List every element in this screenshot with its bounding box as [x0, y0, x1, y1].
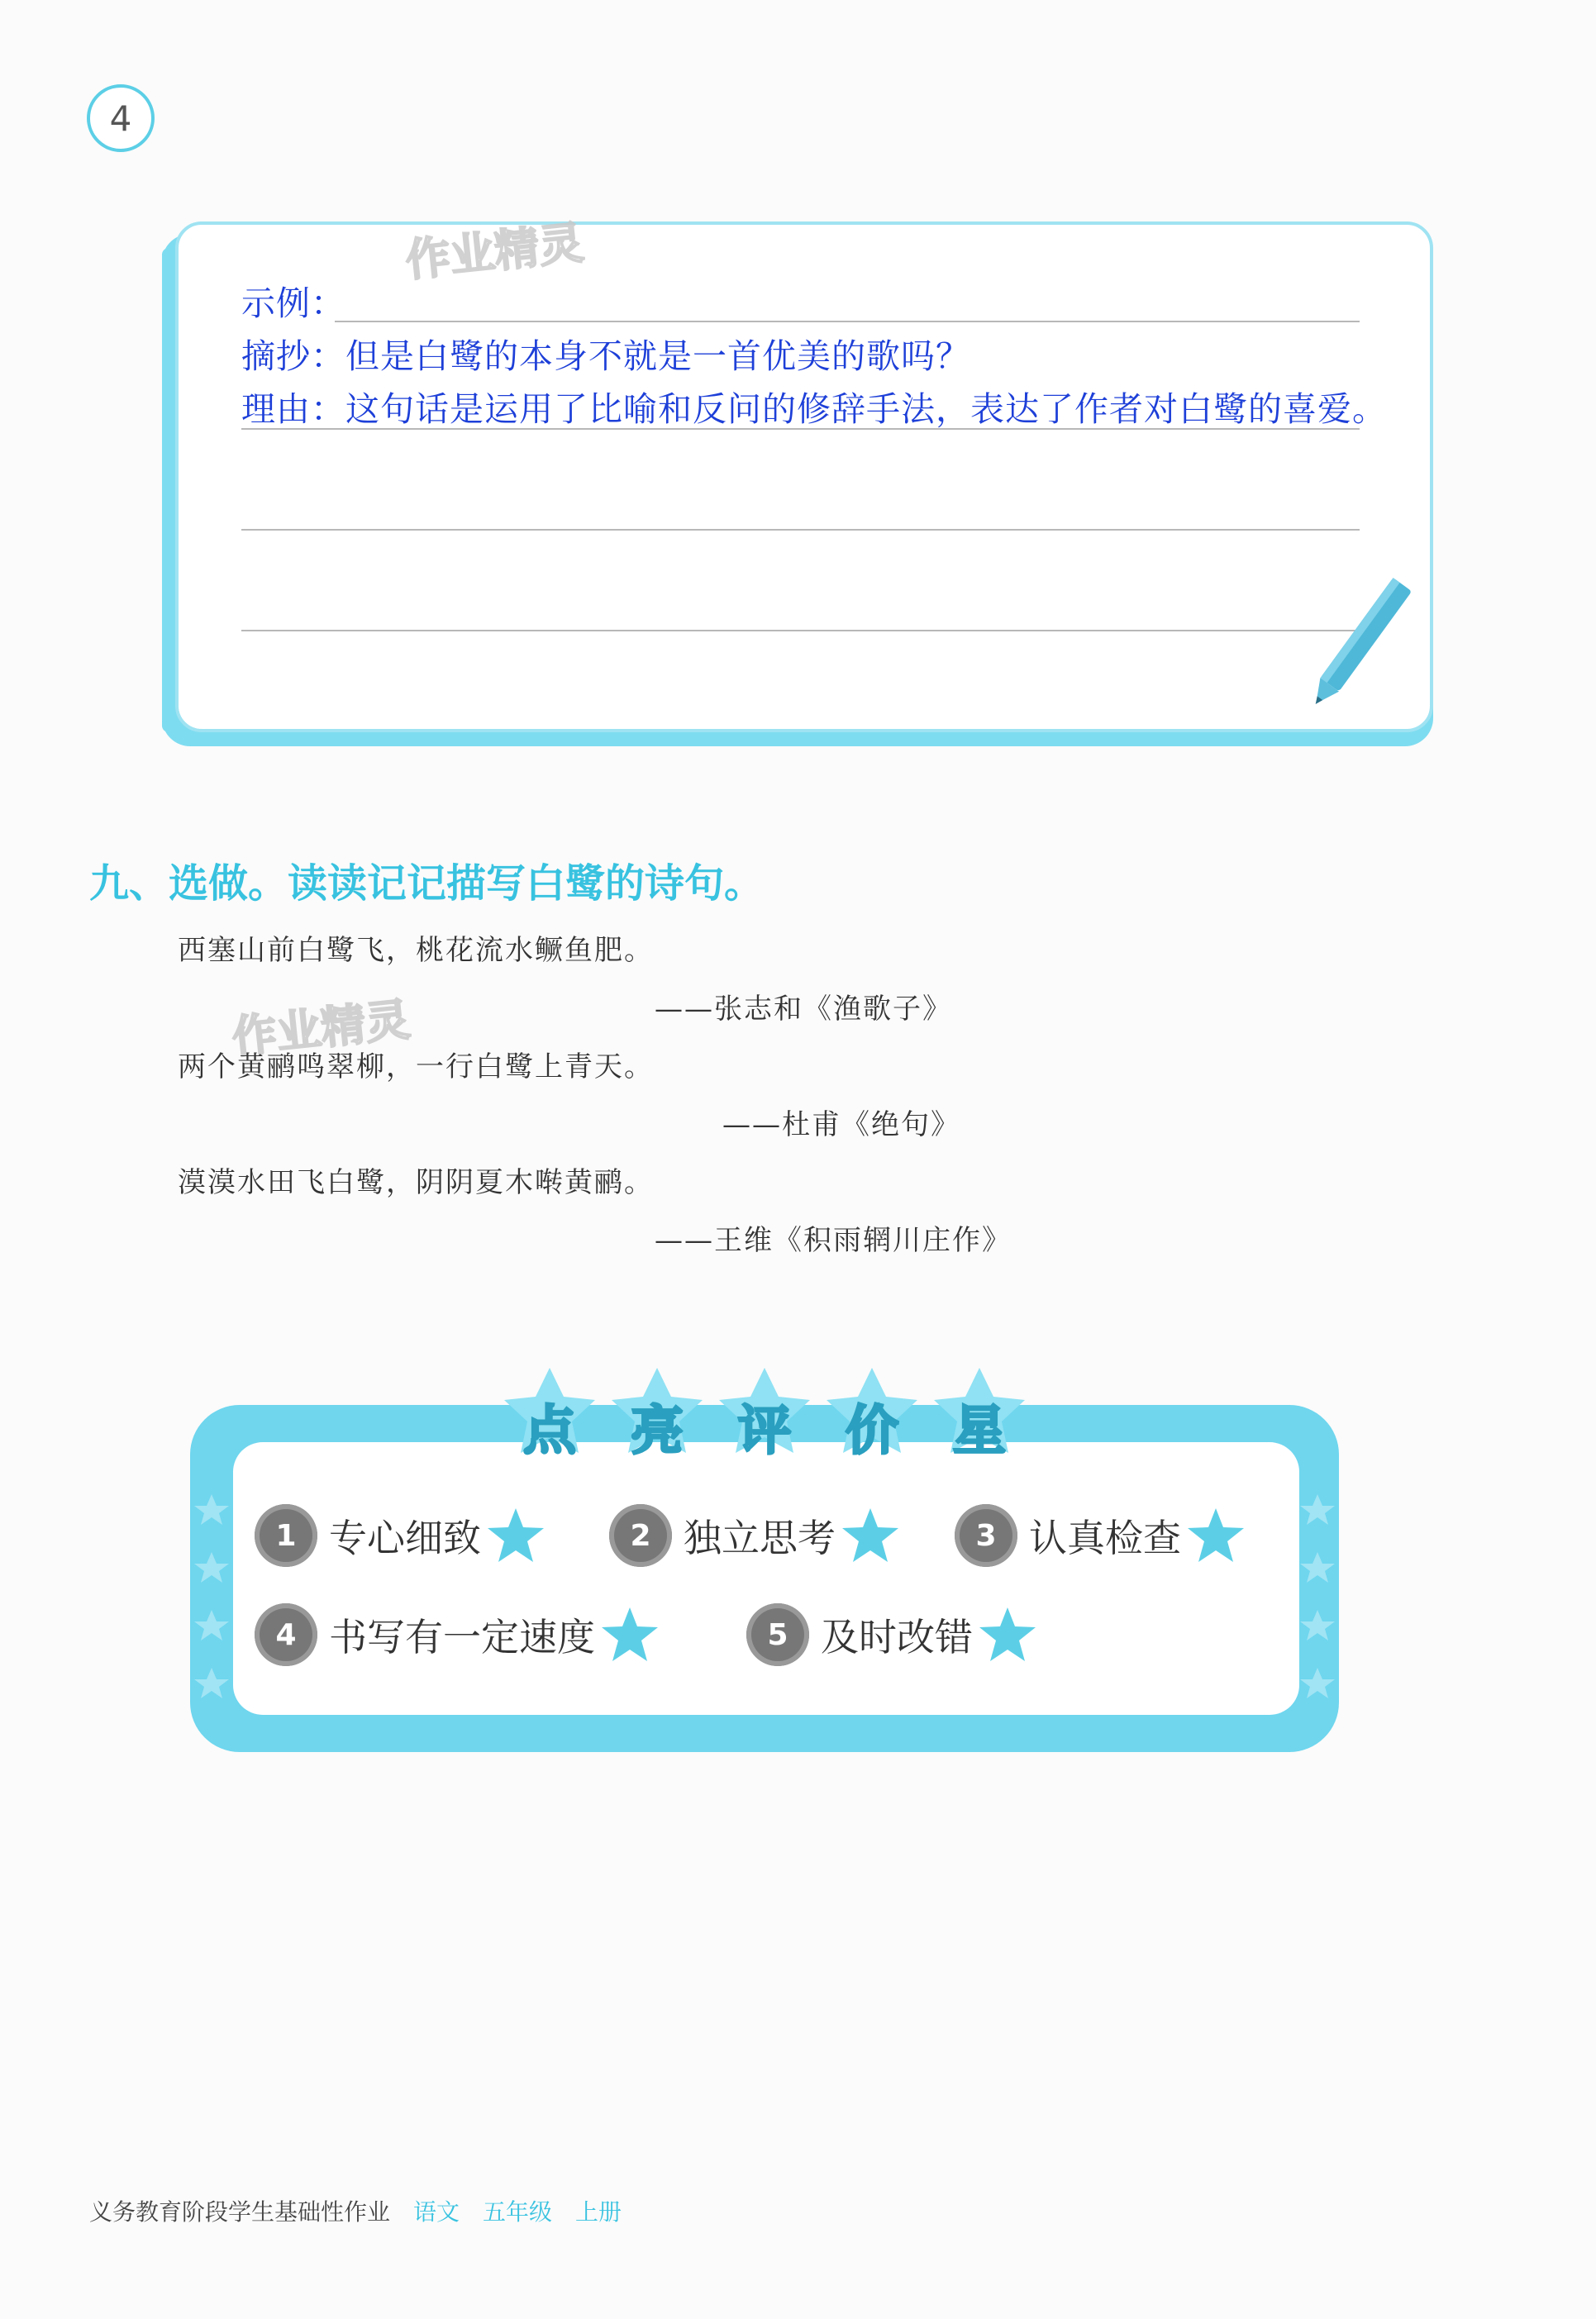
poem-line-3: 漠漠水田飞白鹭，阴阴夏木啭黄鹂。	[178, 1166, 654, 1199]
rating-item-5[interactable]	[746, 1603, 1037, 1666]
answer-line-1	[335, 321, 1360, 322]
decor-star-icon	[194, 1610, 229, 1640]
footer-grade: 五年级	[483, 2198, 553, 2226]
footer-volume: 上册	[575, 2198, 622, 2226]
rating-title-char: 评	[738, 1401, 791, 1462]
answer-line-2	[241, 428, 1360, 430]
rating-number-2: 2	[609, 1504, 672, 1567]
rating-number-1: 1	[255, 1504, 317, 1567]
poem-source-3: ——王维《积雨辋川庄作》	[655, 1224, 1012, 1257]
rating-label-2: 独立思考	[684, 1516, 836, 1560]
rating-item-2[interactable]	[609, 1504, 900, 1567]
star-icon[interactable]	[841, 1506, 900, 1565]
rating-title-char: 点	[523, 1401, 576, 1462]
rating-label-1: 专心细致	[329, 1516, 481, 1560]
rating-item-3[interactable]	[955, 1504, 1246, 1567]
poem-source-1: ——张志和《渔歌子》	[655, 993, 952, 1026]
rating-title	[504, 1364, 1033, 1475]
poem-line-1: 西塞山前白鹭飞，桃花流水鳜鱼肥。	[178, 934, 654, 967]
poem-source-2: ——杜甫《绝句》	[722, 1108, 960, 1141]
star-icon[interactable]	[1186, 1506, 1246, 1565]
decor-star-icon	[194, 1494, 229, 1525]
rating-label-4: 书写有一定速度	[329, 1615, 595, 1659]
decor-star-icon	[1300, 1494, 1335, 1525]
answer-box	[175, 221, 1433, 732]
answer-line-4	[241, 630, 1360, 631]
reason-text: 理由：这句话是运用了比喻和反问的修辞手法，表达了作者对白鹭的喜爱。	[241, 389, 1387, 429]
rating-number-3: 3	[955, 1504, 1017, 1567]
decor-star-icon	[1300, 1668, 1335, 1698]
star-icon[interactable]	[486, 1506, 545, 1565]
rating-number-5: 5	[746, 1603, 809, 1666]
section-nine-title: 九、选做。读读记记描写白鹭的诗句。	[89, 860, 765, 907]
star-icon[interactable]	[978, 1605, 1037, 1664]
poem-line-2: 两个黄鹂鸣翠柳，一行白鹭上青天。	[178, 1050, 654, 1083]
decor-star-icon	[194, 1552, 229, 1583]
footer-series: 义务教育阶段学生基础性作业	[89, 2198, 391, 2226]
rating-title-char: 星	[953, 1401, 1006, 1462]
page-number: 4	[87, 84, 155, 152]
footer-subject: 语文	[413, 2198, 460, 2226]
decor-star-icon	[1300, 1610, 1335, 1640]
watermark: 作业精灵	[229, 993, 413, 1064]
excerpt-text: 摘抄：但是白鹭的本身不就是一首优美的歌吗？	[241, 336, 970, 376]
rating-title-char: 价	[846, 1401, 898, 1462]
decor-star-icon	[194, 1668, 229, 1698]
rating-title-char: 亮	[631, 1401, 684, 1462]
rating-item-1[interactable]	[255, 1504, 545, 1567]
watermark: 作业精灵	[403, 216, 587, 288]
answer-line-3	[241, 529, 1360, 531]
rating-panel-inner	[233, 1442, 1299, 1715]
rating-item-4[interactable]	[255, 1603, 660, 1666]
rating-number-4: 4	[255, 1603, 317, 1666]
decor-star-icon	[1300, 1552, 1335, 1583]
rating-label-5: 及时改错	[821, 1615, 973, 1659]
answer-box-accent	[162, 248, 175, 732]
example-label: 示例：	[241, 283, 345, 323]
footer	[89, 2194, 622, 2227]
star-icon[interactable]	[600, 1605, 660, 1664]
rating-label-3: 认真检查	[1029, 1516, 1181, 1560]
